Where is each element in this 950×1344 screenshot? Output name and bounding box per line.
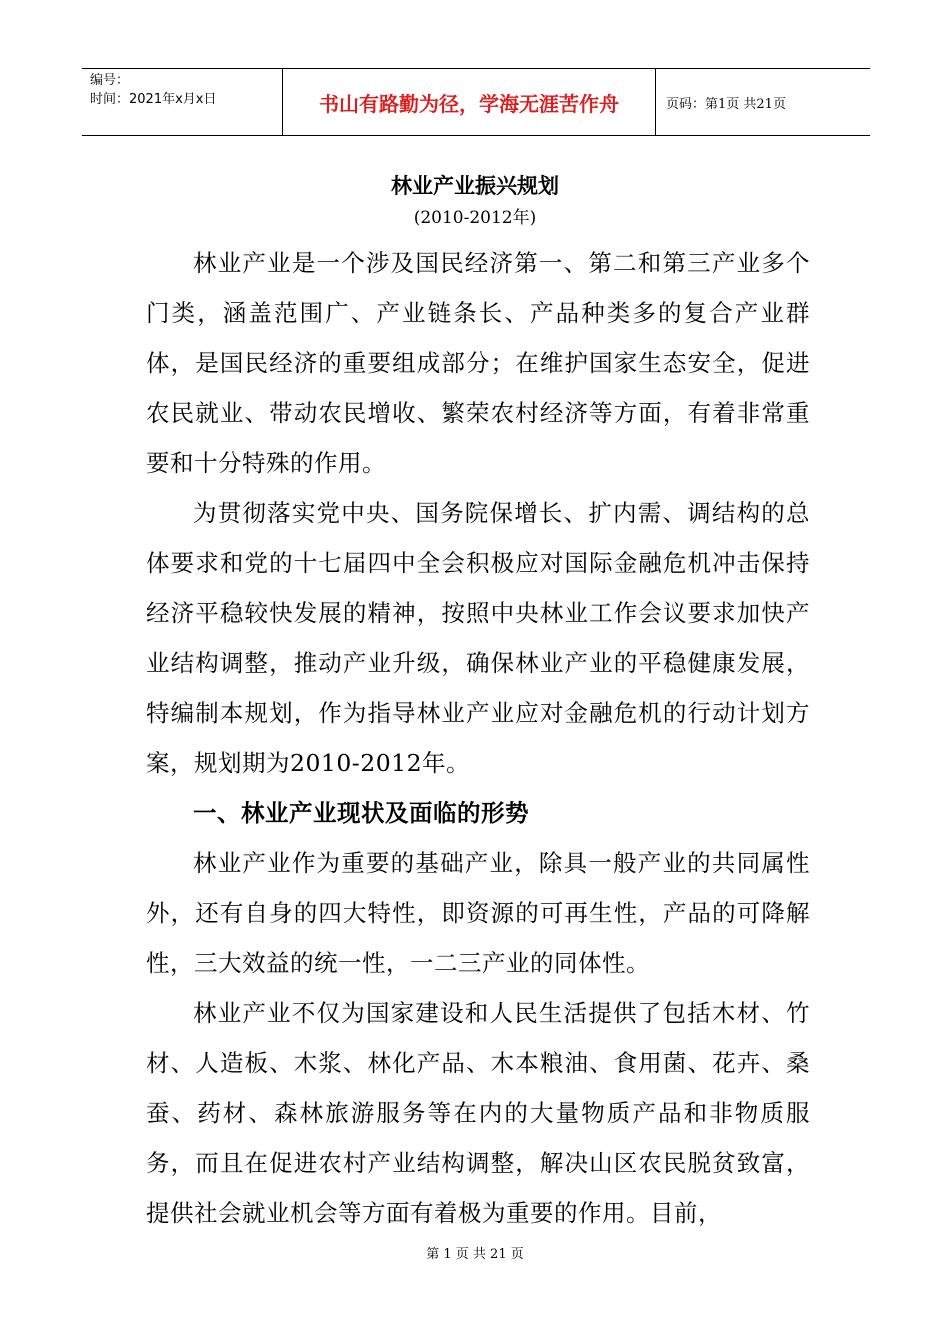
header-meta-cell <box>82 69 282 135</box>
body-paragraph: 林业产业不仅为国家建设和人民生活提供了包括木材、竹材、人造板、木浆、林化产品、木本粮油、食用菌、花卉、桑蚕、药材、森林旅游服务等在内的大量物质产品和非物质服务，而且在促进农村产业结构调整，解决山区农民脱贫致富，提供社会就业机会等方面有着极为重要的作用。目前， <box>146 999 810 1227</box>
page-footer: 第 1 页 共 21 页 <box>426 1247 524 1262</box>
header-number-label: 编号： <box>90 73 130 88</box>
body-paragraph: 林业产业作为重要的基础产业，除具一般产业的共同属性外，还有自身的四大特性，即资源的可再生性，产品的可降解性，三大效益的统一性，一二三产业的同体性。 <box>146 849 810 977</box>
header-motto: 书山有路勤为径，学海无涯苦作舟 <box>282 69 656 135</box>
document-header <box>82 68 870 136</box>
section-heading: 一、林业产业现状及面临的形势 <box>193 799 529 827</box>
body-paragraph: 林业产业是一个涉及国民经济第一、第二和第三产业多个门类，涵盖范围广、产业链条长、产品种类多的复合产业群体，是国民经济的重要组成部分；在维护国家生态安全，促进农民就业、带动农民增收、繁荣农村经济等方面，有着非常重要和十分特殊的作用。 <box>146 249 810 477</box>
body-paragraph: 为贯彻落实党中央、国务院保增长、扩内需、调结构的总体要求和党的十七届四中全会积极应对国际金融危机冲击保持经济平稳较快发展的精神，按照中央林业工作会议要求加快产业结构调整，推动产业升级，确保林业产业的平稳健康发展，特编制本规划，作为指导林业产业应对金融危机的行动计划方案，规划期为2010-2012年。 <box>146 499 810 777</box>
document-title: 林业产业振兴规划 <box>391 174 559 198</box>
header-page-info: 页码：第1页 共21页 <box>666 96 786 112</box>
header-time-label: 时间：2021年x月x日 <box>90 92 217 107</box>
document-body <box>146 238 810 1238</box>
document-subtitle: (2010-2012年) <box>413 208 537 228</box>
